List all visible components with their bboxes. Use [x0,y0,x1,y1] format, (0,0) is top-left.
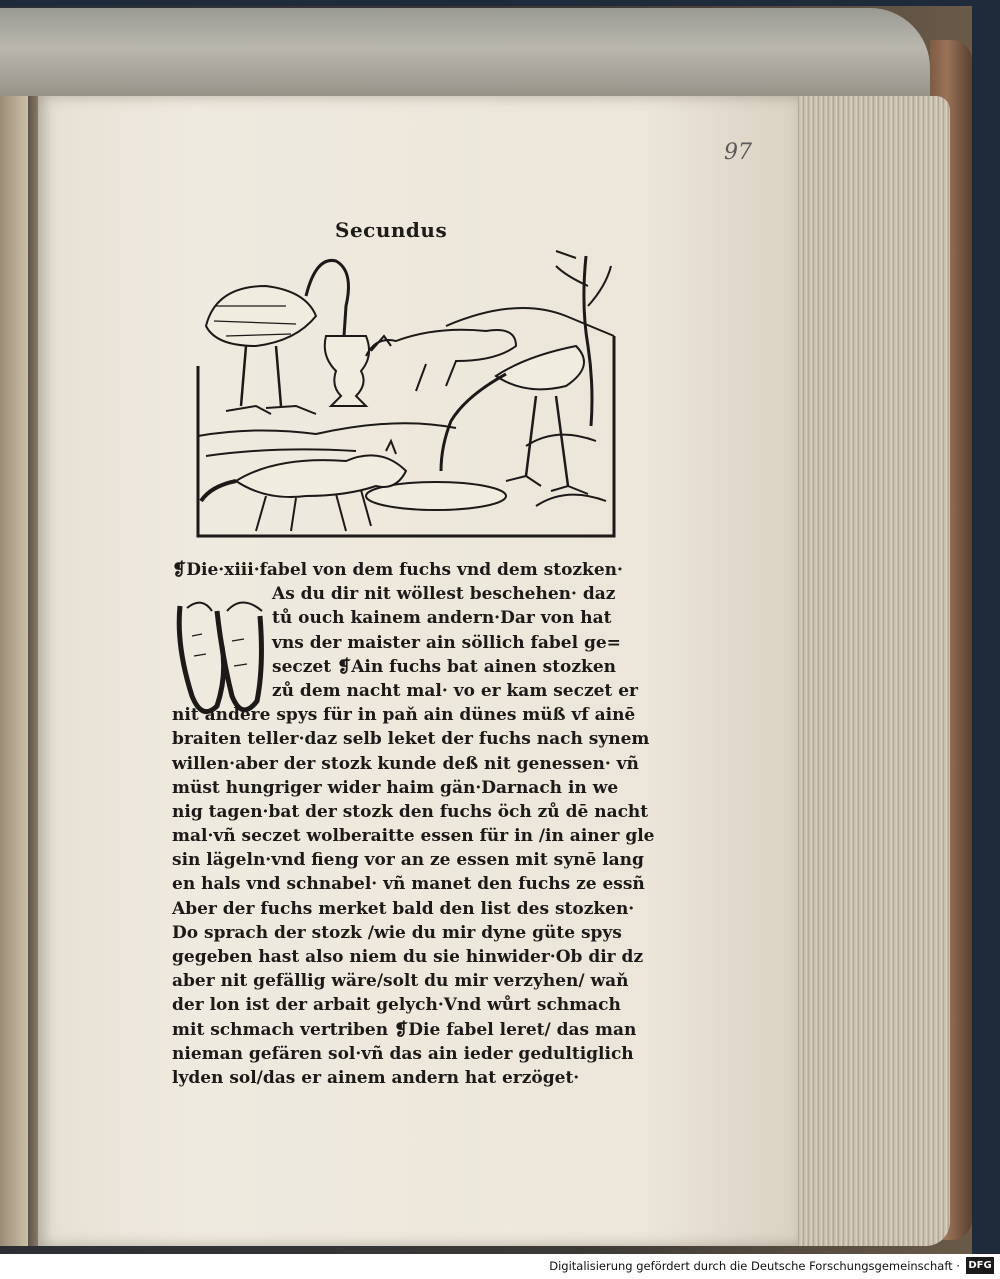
text-line: der lon ist der arbait gelych·Vnd wůrt schmach [172,995,621,1016]
text-line: willen·aber der stozk kunde deß nit genessen· vñ [172,753,639,774]
running-head: Secundus [335,218,448,242]
text-line: nit andere spys für in paň ain dünes müß vf ainē [172,705,636,726]
book-head-edge [0,8,930,108]
text-line: zů dem nacht mal· vo er kam seczet er [272,680,638,701]
text-line: mal·vñ seczet wolberaitte essen für in /in ainer gle [172,826,655,847]
funding-notice: Digitalisierung gefördert durch die Deutsche Forschungsgemeinschaft · [549,1259,960,1273]
text-line: braiten teller·daz selb leket der fuchs nach synem [172,729,650,750]
text-line: ❡Die·xiii·fabel von dem fuchs vnd dem stozken· [172,560,623,580]
text-line: müst hungriger wider haim gän·Darnach in we [172,777,619,798]
text-line: aber nit gefällig wäre/solt du mir verzyhen/ waň [172,971,629,992]
text-line: nieman gefären sol·vñ das ain ieder gedultiglich [172,1043,634,1064]
fable-text [172,558,655,1090]
text-line: Do sprach der stozk /wie du mir dyne güte spys [172,922,622,943]
text-line: sin lägeln·vnd fieng vor an ze essen mit synē lang [172,850,644,871]
text-line: en hals vnd schnabel· vñ manet den fuchs ze essñ [172,874,645,895]
text-line: gegeben hast also niem du sie hinwider·Ob dir dz [172,947,644,967]
text-line: vns der maister ain söllich fabel ge= [272,632,621,653]
text-line: Aber der fuchs merket bald den list des stozken· [172,898,635,919]
text-line: lyden sol/das er ainem andern hat erzöget· [172,1067,580,1088]
text-line: mit schmach vertriben ❡Die fabel leret/ das man [172,1019,637,1040]
page-edges [790,96,950,1246]
text-line: seczet ❡Ain fuchs bat ainen stozken [272,656,616,677]
folio-number: 97 [724,140,752,165]
dfg-logo: DFG [966,1257,994,1274]
text-line: nig tagen·bat der stozk den fuchs öch zů dē nacht [172,801,649,822]
woodcut-illustration [196,246,616,546]
text-line: tů ouch kainem andern·Dar von hat [272,608,612,629]
text-line: As du dir nit wöllest beschehen· daz [272,584,616,605]
